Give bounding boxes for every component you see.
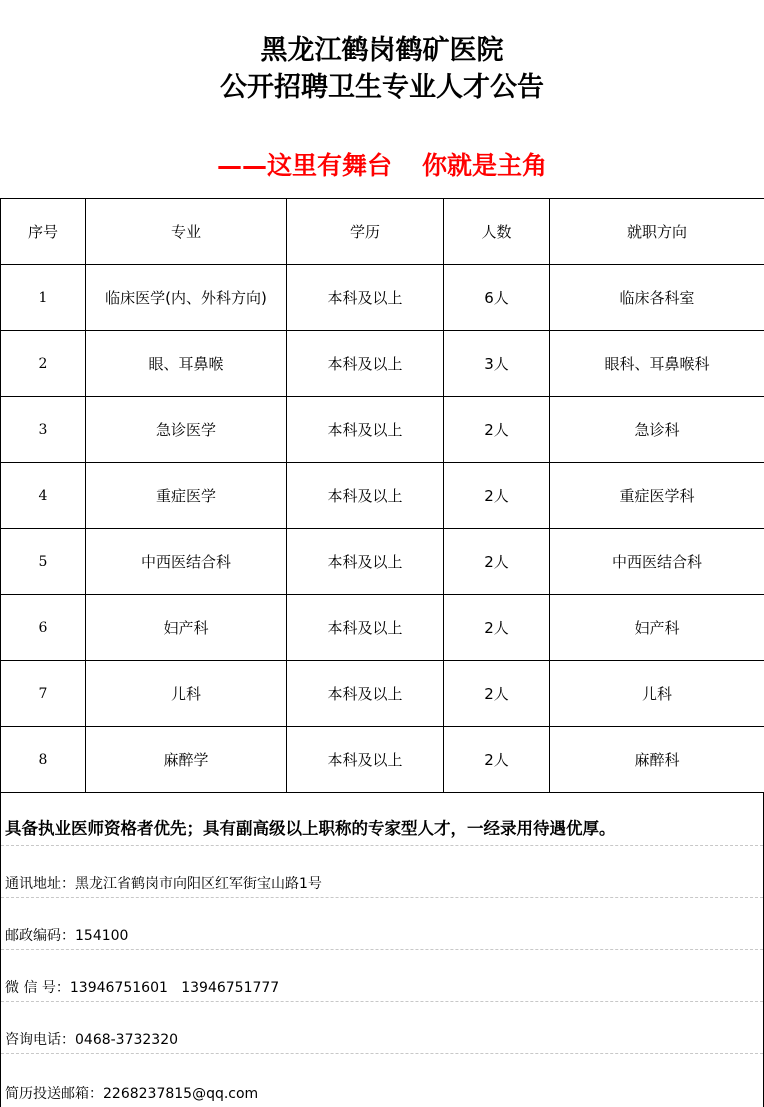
email-text: 简历投送邮箱：2268237815@qq.com [5, 1086, 259, 1102]
page-title-line2: 公开招聘卫生专业人才公告 [220, 72, 544, 103]
cell-department: 眼科、耳鼻喉科 [550, 331, 764, 397]
cell-count: 2人 [444, 727, 550, 793]
table-header-row [1, 199, 764, 265]
cell-department: 中西医结合科 [550, 529, 764, 595]
cell-education: 本科及以上 [287, 463, 444, 529]
cell-no: 7 [1, 661, 86, 727]
cell-no: 5 [1, 529, 86, 595]
cell-no: 4 [1, 463, 86, 529]
table-row [1, 727, 764, 793]
column-header-major: 专业 [86, 199, 287, 265]
cell-major: 重症医学 [86, 463, 287, 529]
slogan [0, 148, 764, 184]
cell-department: 急诊科 [550, 397, 764, 463]
cell-no: 3 [1, 397, 86, 463]
cell-count: 3人 [444, 331, 550, 397]
phone-note [1, 1001, 763, 1053]
postcode-text: 邮政编码：154100 [5, 928, 129, 944]
cell-education: 本科及以上 [287, 331, 444, 397]
cell-major: 眼、耳鼻喉 [86, 331, 287, 397]
cell-department: 儿科 [550, 661, 764, 727]
table-row [1, 265, 764, 331]
recruitment-table [0, 198, 764, 793]
cell-education: 本科及以上 [287, 265, 444, 331]
cell-count: 2人 [444, 463, 550, 529]
cell-no: 1 [1, 265, 86, 331]
cell-department: 临床各科室 [550, 265, 764, 331]
cell-no: 2 [1, 331, 86, 397]
table-row [1, 463, 764, 529]
cell-major: 妇产科 [86, 595, 287, 661]
wechat-note [1, 949, 763, 1001]
page-title-line1: 黑龙江鹤岗鹤矿医院 [260, 35, 504, 66]
cell-count: 2人 [444, 529, 550, 595]
cell-education: 本科及以上 [287, 727, 444, 793]
cell-count: 2人 [444, 661, 550, 727]
table-row [1, 331, 764, 397]
postcode-note [1, 897, 763, 949]
column-header-education: 学历 [287, 199, 444, 265]
slogan-part1: ——这里有舞台 [216, 151, 392, 180]
preference-note [1, 793, 763, 845]
table-row [1, 529, 764, 595]
cell-department: 妇产科 [550, 595, 764, 661]
cell-education: 本科及以上 [287, 529, 444, 595]
address-text: 通讯地址：黑龙江省鹤岗市向阳区红军街宝山路1号 [5, 876, 322, 892]
cell-department: 重症医学科 [550, 463, 764, 529]
address-note [1, 845, 763, 897]
cell-count: 2人 [444, 595, 550, 661]
phone-text: 咨询电话：0468-3732320 [5, 1032, 179, 1048]
table-row [1, 661, 764, 727]
preference-text: 具备执业医师资格者优先；具有副高级以上职称的专家型人才，一经录用待遇优厚。 [5, 819, 616, 838]
cell-count: 2人 [444, 397, 550, 463]
wechat-text: 微 信 号：13946751601 13946751777 [5, 980, 280, 996]
slogan-part2: 你就是主角 [422, 151, 548, 180]
cell-no: 8 [1, 727, 86, 793]
cell-no: 6 [1, 595, 86, 661]
cell-department: 麻醉科 [550, 727, 764, 793]
table-row [1, 397, 764, 463]
column-header-count: 人数 [444, 199, 550, 265]
cell-major: 麻醉学 [86, 727, 287, 793]
cell-major: 儿科 [86, 661, 287, 727]
cell-major: 中西医结合科 [86, 529, 287, 595]
email-note [1, 1053, 763, 1107]
cell-education: 本科及以上 [287, 661, 444, 727]
column-header-department: 就职方向 [550, 199, 764, 265]
contact-notes [0, 793, 764, 1107]
cell-count: 6人 [444, 265, 550, 331]
cell-major: 急诊医学 [86, 397, 287, 463]
cell-major: 临床医学(内、外科方向) [86, 265, 287, 331]
cell-education: 本科及以上 [287, 397, 444, 463]
column-header-no: 序号 [1, 199, 86, 265]
cell-education: 本科及以上 [287, 595, 444, 661]
table-row [1, 595, 764, 661]
